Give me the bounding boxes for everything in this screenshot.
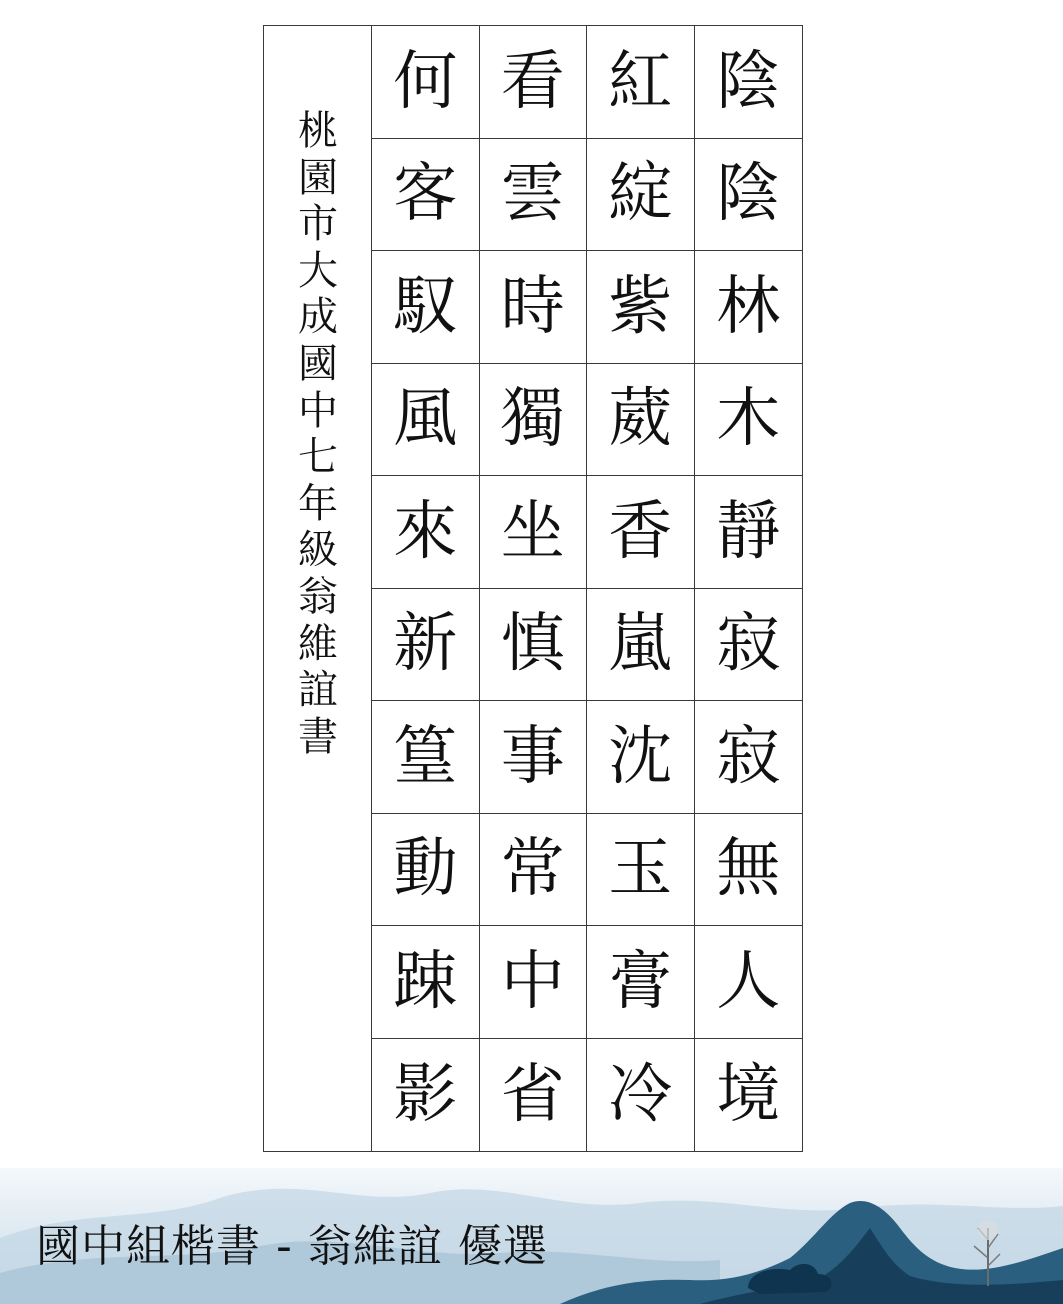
grid-cell: 冷 [587, 1039, 695, 1152]
grid-cell: 常 [480, 814, 588, 927]
grid-cell: 香 [587, 476, 695, 589]
grid-cell: 時 [480, 251, 588, 364]
grid-cell: 寂 [695, 589, 803, 702]
grid-cell: 沈 [587, 701, 695, 814]
grid-cell: 木 [695, 364, 803, 477]
footer-banner [0, 1168, 1063, 1304]
grid-cell: 陰 [695, 26, 803, 139]
grid-cell: 獨 [480, 364, 588, 477]
signature-column [264, 26, 372, 1151]
grid-cell: 風 [372, 364, 480, 477]
signature-character: 中 [298, 387, 338, 434]
banner-title: 國中組楷書 - 翁維誼 優選 [36, 1221, 548, 1272]
signature-character: 大 [298, 247, 338, 294]
grid-cell: 陰 [695, 139, 803, 252]
calligraphy-sheet [263, 25, 803, 1152]
grid-cell: 何 [372, 26, 480, 139]
signature-character: 成 [298, 294, 338, 341]
signature-character: 誼 [298, 667, 338, 714]
grid-cell: 慎 [480, 589, 588, 702]
grid-cell: 膏 [587, 926, 695, 1039]
grid-cell: 無 [695, 814, 803, 927]
signature-inscription [282, 108, 354, 760]
grid-cell: 馭 [372, 251, 480, 364]
grid-cell: 影 [372, 1039, 480, 1152]
grid-cell: 客 [372, 139, 480, 252]
grid-cell: 中 [480, 926, 588, 1039]
grid-cell: 紫 [587, 251, 695, 364]
grid-cell: 省 [480, 1039, 588, 1152]
grid-cell: 事 [480, 701, 588, 814]
grid-cell: 篁 [372, 701, 480, 814]
grid-cell: 新 [372, 589, 480, 702]
signature-character: 級 [298, 527, 338, 574]
grid-cell: 坐 [480, 476, 588, 589]
signature-character: 國 [298, 340, 338, 387]
signature-character: 年 [298, 480, 338, 527]
grid-cell: 玉 [587, 814, 695, 927]
grid-cell: 踈 [372, 926, 480, 1039]
signature-character: 維 [298, 620, 338, 667]
grid-cell: 動 [372, 814, 480, 927]
grid-cell: 看 [480, 26, 588, 139]
signature-character: 桃 [298, 108, 338, 154]
grid-cell: 紅 [587, 26, 695, 139]
grid-cell: 境 [716, 1057, 781, 1132]
grid-cell: 綻 [587, 139, 695, 252]
grid-cell: 寂 [695, 701, 803, 814]
grid-cell: 雲 [480, 139, 588, 252]
grid-cell: 嵐 [587, 589, 695, 702]
signature-character: 七 [298, 434, 338, 481]
signature-character: 園 [298, 154, 338, 201]
grid-cell: 靜 [695, 476, 803, 589]
grid-cell: 人 [695, 926, 803, 1039]
grid-cell: 葳 [587, 364, 695, 477]
character-grid [372, 26, 802, 1151]
signature-character: 翁 [298, 573, 338, 620]
signature-character: 書 [298, 713, 338, 760]
grid-cell: 林 [695, 251, 803, 364]
grid-cell: 來 [372, 476, 480, 589]
signature-character: 市 [298, 201, 338, 248]
